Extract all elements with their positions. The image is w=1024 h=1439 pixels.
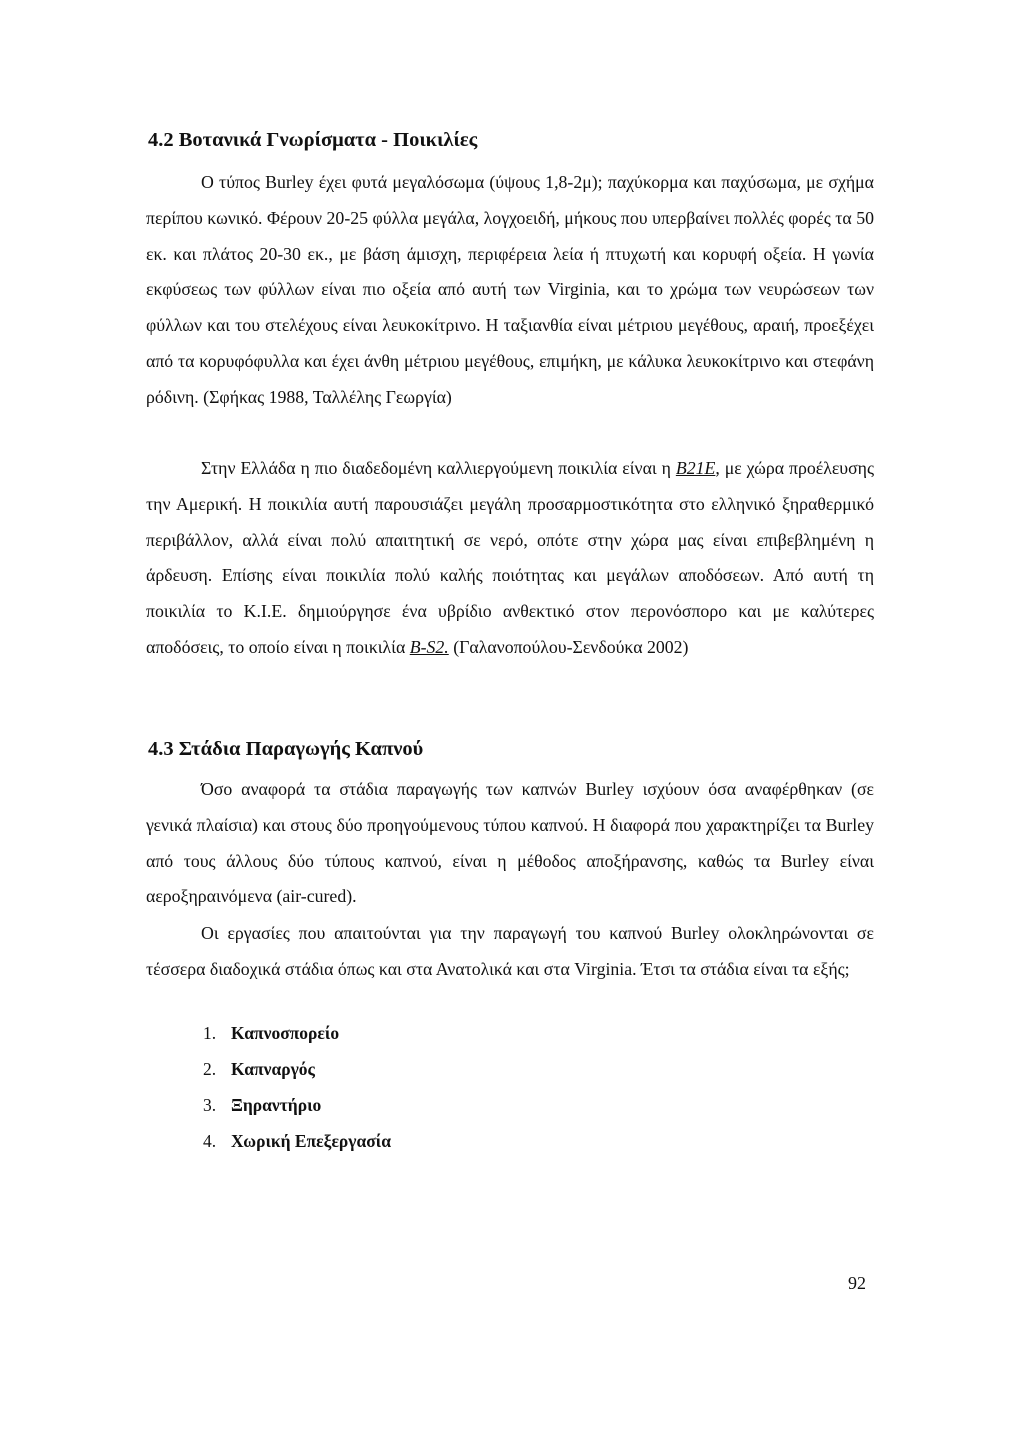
list-item: 1. Καπνοσπορείο	[203, 1023, 340, 1043]
paragraph-production-stages: Όσο αναφορά τα στάδια παραγωγής των καπνών Burley ισχύουν όσα αναφέρθηκαν (σε γενικά πλαίσια) και στους δύο προηγούμενους τύπου καπνού. Η διαφορά που χαρακτηρίζει τα Burley από τους άλλους δύο τύπους καπνού, είναι η μέθοδος αποξήρανσης, καθώς τα Burley είναι αεροξηραινόμενα (air-cured).	[146, 779, 874, 907]
paragraph-botanical-features: Ο τύπος Burley έχει φυτά μεγαλόσωμα (ύψους 1,8-2μ); παχύκορμα και παχύσωμα, με σχήμα περίπου κωνικό. Φέρουν 20-25 φύλλα μεγάλα, λογχοειδή, μήκους που υπερβαίνει πολλές φορές τα 50 εκ. και πλάτος 20-30 εκ., με βάση άμισχη, περιφέρεια λεία ή πτυχωτή και κορυφή οξεία. Η γωνία εκφύσεως των φύλλων είναι πιο οξεία από αυτή των Virginia, και το χρώμα των νευρώσεων των φύλλων και του στελέχους είναι λευκοκίτρινο. Η ταξιανθία είναι μέτριου μεγέθους, αραιή, προεξέχει από τα κορυφόφυλλα και έχει άνθη μέτριου μεγέθους, επιμήκη, με κάλυκα λευκοκίτρινο και στεφάνη ρόδινη. (Σφήκας 1988, Ταλλέλης Γεωργία)	[146, 172, 874, 407]
section-heading-4-2: 4.2 Βοτανικά Γνωρίσματα - Ποικιλίες	[148, 129, 478, 151]
list-item: 2. Καπναργός	[203, 1059, 315, 1079]
paragraph-stages-intro: Οι εργασίες που απαιτούνται για την παραγωγή του καπνού Burley ολοκληρώνονται σε τέσσερα διαδοχικά στάδια όπως και στα Ανατολικά και στα Virginia. Έτσι τα στάδια είναι τα εξής;	[146, 923, 874, 979]
paragraph-varieties: Στην Ελλάδα η πιο διαδεδομένη καλλιεργούμενη ποικιλία είναι η B21E, με χώρα προέλευσης την Αμερική. Η ποικιλία αυτή παρουσιάζει μεγάλη προσαρμοστικότητα στο ελληνικό ξηραθερμικό περιβάλλον, αλλά είναι πολύ απαιτητική σε νερό, οπότε στην χώρα μας είναι επιβεβλημένη η άρδευση. Επίσης είναι ποικιλία πολύ καλής ποιότητας και μεγάλων αποδόσεων. Από αυτή τη ποικιλία το Κ.Ι.Ε. δημιούργησε ένα υβρίδιο ανθεκτικό στον περονόσπορο και με καλύτερες αποδόσεις, το οποίο είναι η ποικιλία B-S2. (Γαλανοπούλου-Σενδούκα 2002)	[146, 458, 875, 657]
variety-bs2: B-S2.	[409, 636, 449, 657]
page-number: 92	[848, 1273, 866, 1293]
variety-b21e: B21E	[675, 458, 716, 478]
list-item: 4. Χωρική Επεξεργασία	[203, 1131, 391, 1151]
section-heading-4-3: 4.3 Στάδια Παραγωγής Καπνού	[148, 738, 424, 760]
list-item: 3. Ξηραντήριο	[203, 1095, 322, 1115]
